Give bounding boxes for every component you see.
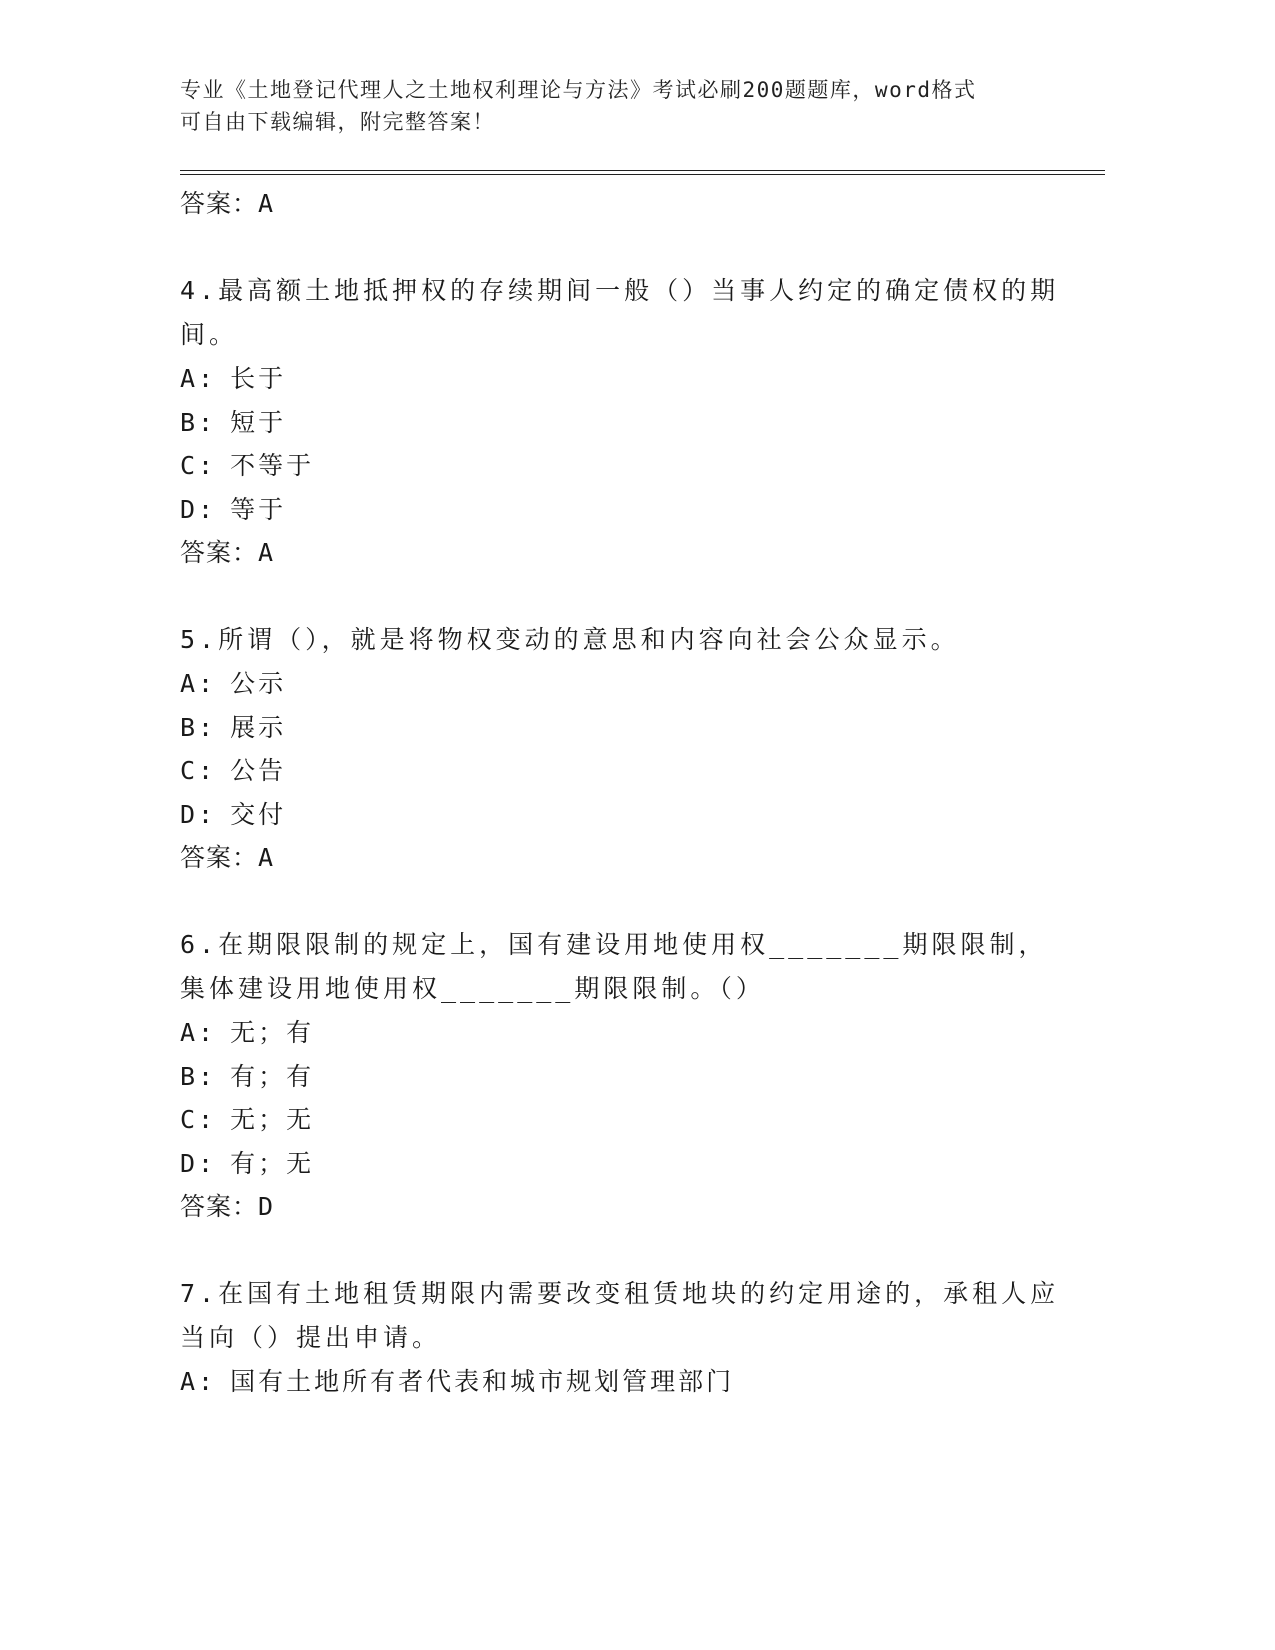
- option-b: [180, 706, 1060, 750]
- question-block: [180, 923, 1060, 1229]
- option-text: 国有土地所有者代表和城市规划管理部门: [230, 1367, 735, 1396]
- option-a: [180, 1360, 1060, 1404]
- answer-value: A: [258, 538, 275, 567]
- option-c: [180, 444, 1060, 488]
- option-d: [180, 793, 1060, 837]
- option-d: [180, 1142, 1060, 1186]
- option-text: 无；无: [230, 1105, 315, 1134]
- answer-value: A: [258, 189, 275, 218]
- option-key: C:: [180, 451, 217, 480]
- answer-label: 答案：: [180, 1192, 259, 1221]
- document-header: [180, 74, 1060, 138]
- option-key: D:: [180, 494, 217, 524]
- option-a: [180, 1011, 1060, 1055]
- option-text: 长于: [230, 364, 287, 393]
- option-text: 短于: [230, 407, 287, 437]
- option-key: A:: [180, 364, 217, 393]
- option-text: 交付: [230, 799, 287, 829]
- question-stem: 4.最高额土地抵押权的存续期间一般（）当事人约定的确定债权的期间。: [180, 276, 1060, 349]
- question-block: [180, 1272, 1060, 1404]
- option-text: 展示: [230, 712, 287, 742]
- option-key: B:: [180, 1061, 217, 1091]
- option-c: [180, 1098, 1060, 1142]
- option-key: C:: [180, 1105, 217, 1134]
- option-b: [180, 401, 1060, 445]
- header-line-1: 专业《土地登记代理人之土地权利理论与方法》考试必刷200题题库，word格式: [180, 78, 977, 102]
- answer-value: A: [258, 843, 275, 872]
- option-key: D:: [180, 1148, 217, 1178]
- option-text: 有；有: [230, 1061, 315, 1091]
- option-text: 公告: [230, 756, 287, 785]
- question-stem: 5.所谓（），就是将物权变动的意思和内容向社会公众显示。: [180, 625, 960, 654]
- answer-line: [180, 182, 1060, 226]
- question-stem: 6.在期限限制的规定上，国有建设用地使用权_______期限限制，集体建设用地使用权_______期限限制。（）: [180, 930, 1048, 1003]
- option-c: [180, 749, 1060, 793]
- header-line-2: 可自由下载编辑，附完整答案！: [180, 110, 495, 134]
- option-text: 有；无: [230, 1148, 315, 1178]
- question-list: [180, 182, 1060, 1404]
- option-key: A:: [180, 669, 217, 698]
- option-key: B:: [180, 712, 217, 742]
- option-d: [180, 488, 1060, 532]
- answer-label: 答案：: [180, 189, 259, 218]
- header-divider-top: [180, 170, 1105, 171]
- option-b: [180, 1055, 1060, 1099]
- option-key: C:: [180, 756, 217, 785]
- option-key: D:: [180, 799, 217, 829]
- answer-line: [180, 531, 1060, 575]
- option-key: A:: [180, 1018, 217, 1047]
- question-block: [180, 618, 1060, 880]
- option-text: 等于: [230, 494, 287, 524]
- answer-label: 答案：: [180, 538, 259, 567]
- header-divider-bottom: [180, 174, 1105, 175]
- option-a: [180, 357, 1060, 401]
- answer-line: [180, 1185, 1060, 1229]
- option-text: 公示: [230, 669, 287, 698]
- answer-value: D: [258, 1192, 275, 1221]
- option-a: [180, 662, 1060, 706]
- answer-label: 答案：: [180, 843, 259, 872]
- option-text: 不等于: [230, 451, 315, 480]
- option-key: A:: [180, 1367, 217, 1396]
- option-key: B:: [180, 407, 217, 437]
- question-block: [180, 269, 1060, 575]
- question-stem: 7.在国有土地租赁期限内需要改变租赁地块的约定用途的，承租人应当向（）提出申请。: [180, 1279, 1060, 1352]
- answer-line: [180, 836, 1060, 880]
- option-text: 无；有: [230, 1018, 315, 1047]
